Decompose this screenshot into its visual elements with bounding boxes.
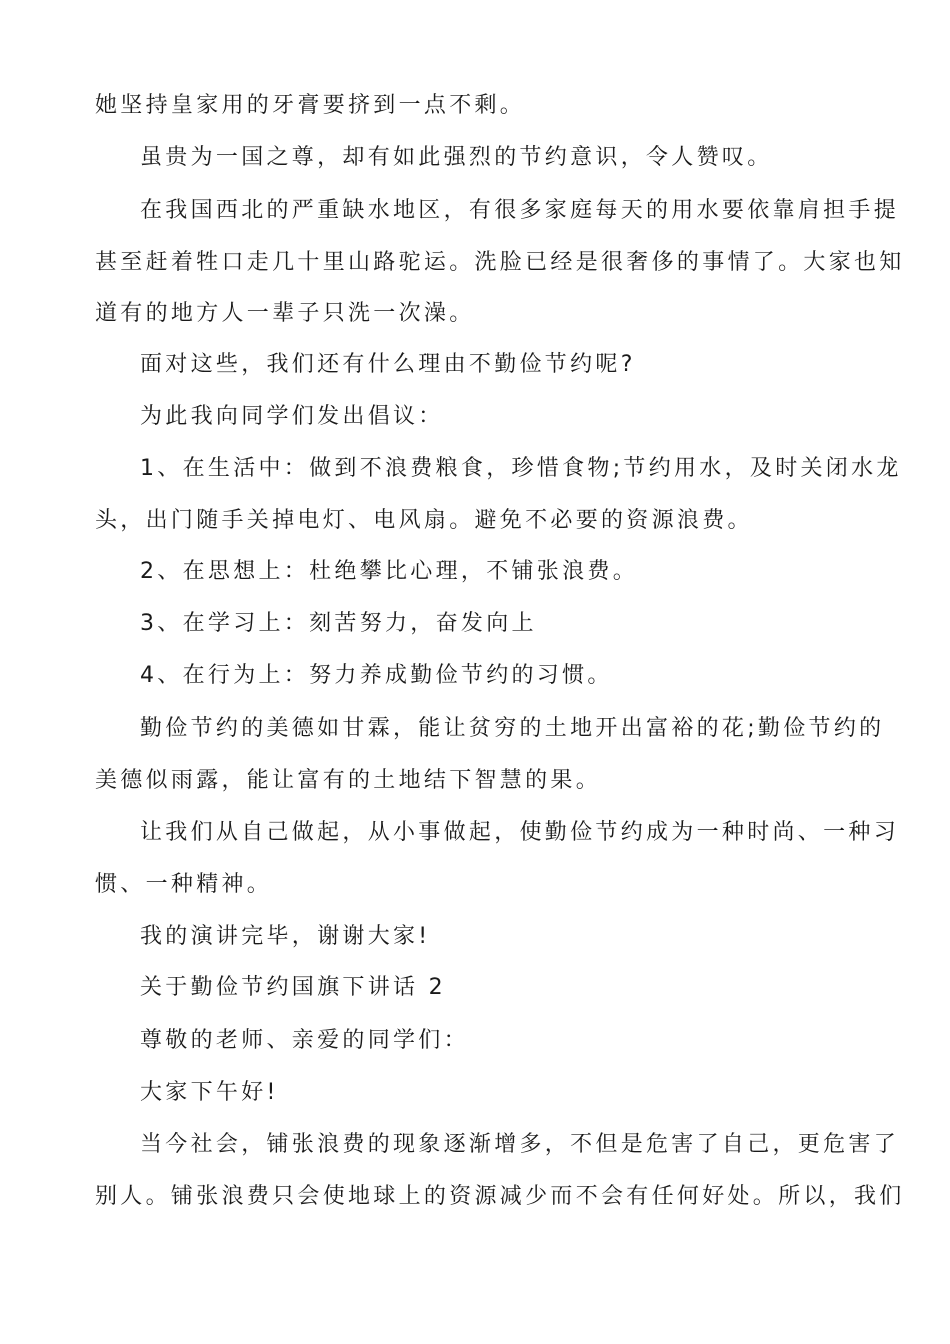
list-item-line: 头，出门随手关掉电灯、电风扇。避免不必要的资源浪费。	[95, 508, 753, 533]
paragraph-line: 我的演讲完毕，谢谢大家!	[140, 924, 431, 949]
list-item-line: 3、在学习上：刻苦努力，奋发向上	[140, 611, 537, 636]
paragraph-line: 虽贵为一国之尊，却有如此强烈的节约意识，令人赞叹。	[140, 145, 773, 170]
paragraph-line: 面对这些，我们还有什么理由不勤俭节约呢?	[140, 352, 636, 377]
list-item-line: 4、在行为上：努力养成勤俭节约的习惯。	[140, 663, 613, 688]
paragraph-line: 甚至赶着牲口走几十里山路驼运。洗脸已经是很奢侈的事情了。大家也知	[95, 250, 905, 275]
paragraph-line: 勤俭节约的美德如甘霖，能让贫穷的土地开出富裕的花;勤俭节约的	[140, 716, 885, 741]
greeting: 大家下午好!	[140, 1080, 279, 1105]
paragraph-line: 别人。铺张浪费只会使地球上的资源减少而不会有任何好处。所以，我们	[95, 1184, 905, 1209]
paragraph-line: 在我国西北的严重缺水地区，有很多家庭每天的用水要依靠肩担手提	[140, 198, 900, 223]
list-item-line: 2、在思想上：杜绝攀比心理，不铺张浪费。	[140, 559, 638, 584]
list-item-line: 1、在生活中：做到不浪费粮食，珍惜食物;节约用水，及时关闭水龙	[140, 456, 902, 481]
section-title: 关于勤俭节约国旗下讲话 2	[140, 975, 446, 1000]
paragraph-line: 道有的地方人一辈子只洗一次澡。	[95, 301, 475, 326]
paragraph-line: 她坚持皇家用的牙膏要挤到一点不剩。	[95, 93, 526, 118]
paragraph-line: 让我们从自己做起，从小事做起，使勤俭节约成为一种时尚、一种习	[140, 820, 900, 845]
paragraph-line: 当今社会，铺张浪费的现象逐渐增多，不但是危害了自己，更危害了	[140, 1132, 900, 1157]
paragraph-line: 为此我向同学们发出倡议：	[140, 404, 444, 429]
paragraph-line: 美德似雨露，能让富有的土地结下智慧的果。	[95, 768, 602, 793]
salutation: 尊敬的老师、亲爱的同学们：	[140, 1028, 469, 1053]
paragraph-line: 惯、一种精神。	[95, 872, 273, 897]
